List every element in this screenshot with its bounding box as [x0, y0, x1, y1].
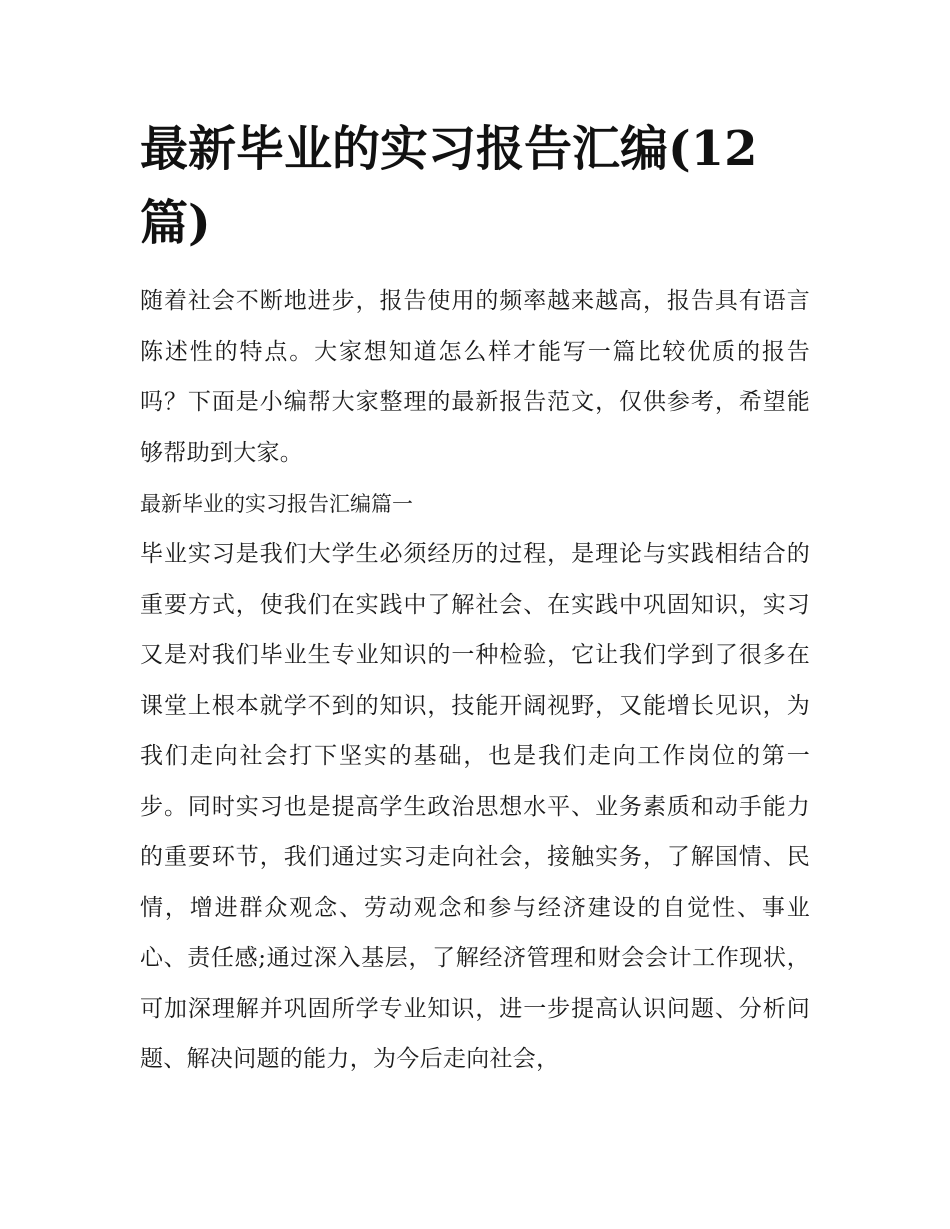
section-heading: 最新毕业的实习报告汇编篇一	[140, 492, 413, 516]
body-paragraph: 毕业实习是我们大学生必须经历的过程，是理论与实践相结合的重要方式，使我们在实践中了解社会、在实践中巩固知识，实习又是对我们毕业生专业知识的一种检验，它让我们学到了很多在课堂上根本就学不到的知识，技能开阔视野，又能增长见识，为我们走向社会打下坚实的基础，也是我们走向工作岗位的第一步。同时实习也是提高学生政治思想水平、业务素质和动手能力的重要环节，我们通过实习走向社会，接触实务，了解国情、民情，增进群众观念、劳动观念和参与经济建设的自觉性、事业心、责任感;通过深入基层，了解经济管理和财会会计工作现状，可加深理解并巩固所学专业知识，进一步提高认识问题、分析问题、解决问题的能力，为今后走向社会，	[140, 541, 810, 1072]
intro-paragraph: 随着社会不断地进步，报告使用的频率越来越高，报告具有语言陈述性的特点。大家想知道怎么样才能写一篇比较优质的报告吗？下面是小编帮大家整理的最新报告范文，仅供参考，希望能够帮助到大家。	[140, 288, 810, 466]
document-title: 最新毕业的实习报告汇编(12篇)	[140, 121, 758, 251]
